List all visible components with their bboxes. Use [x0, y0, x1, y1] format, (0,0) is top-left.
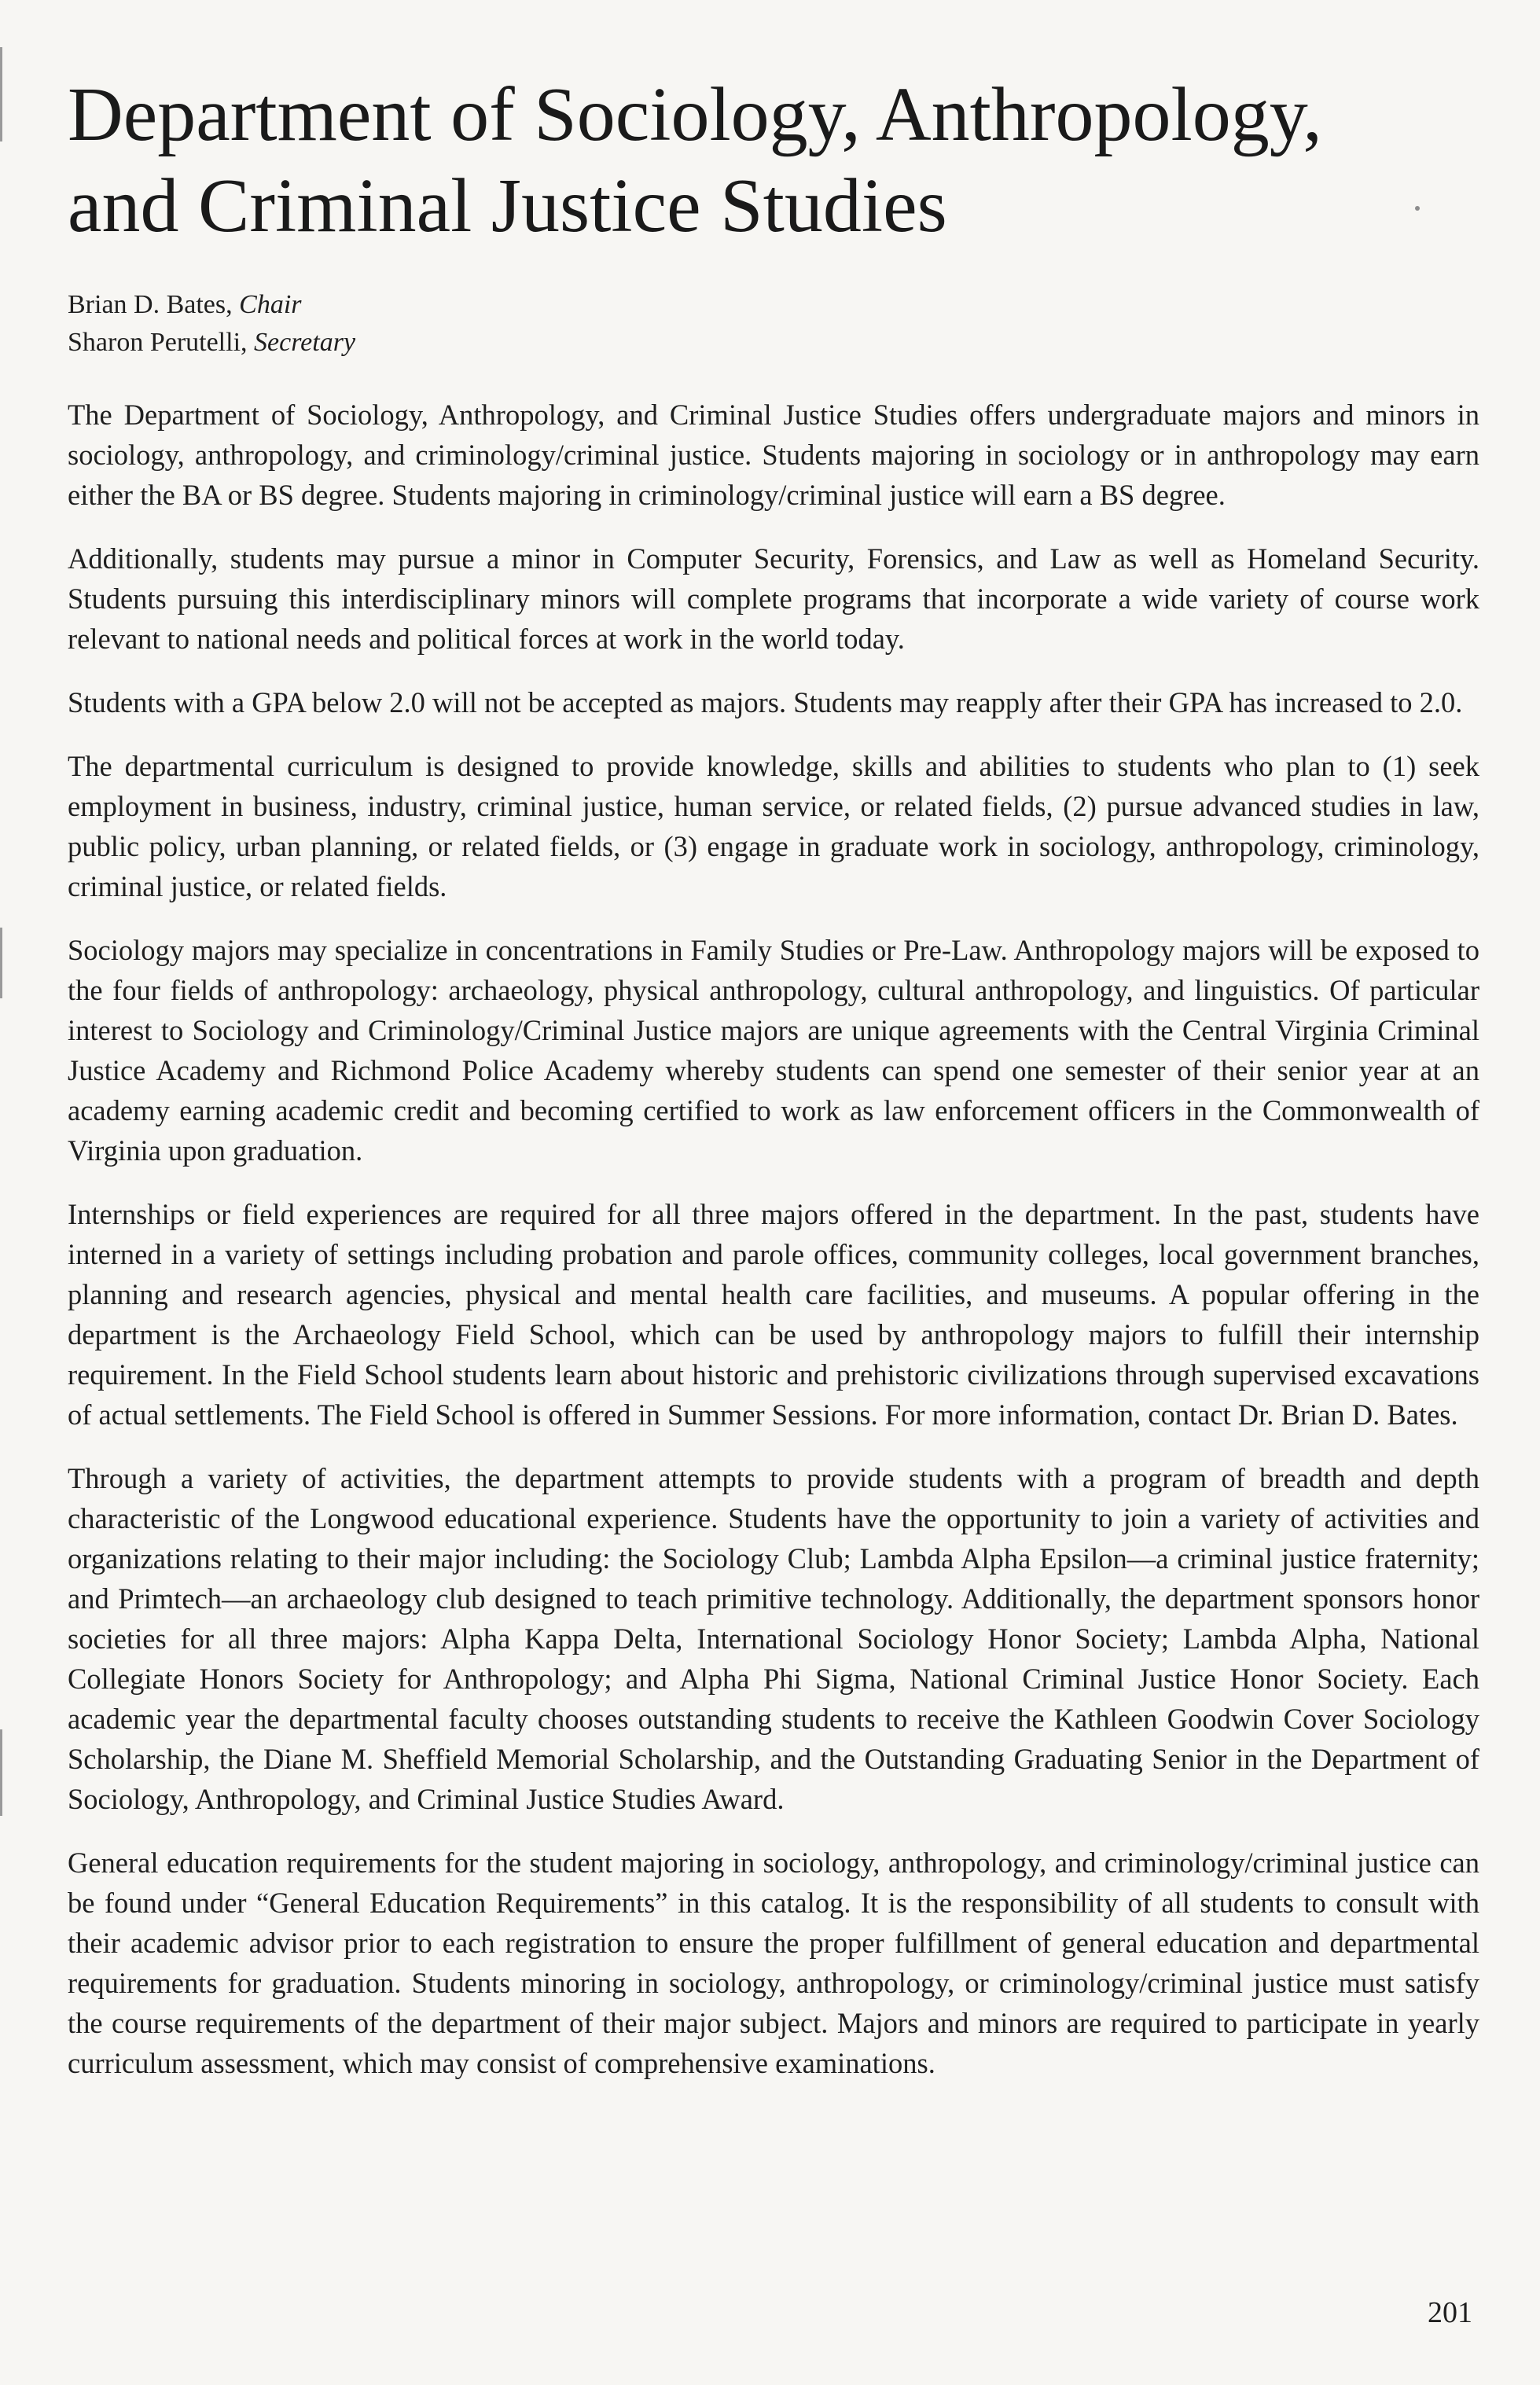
paragraph-curriculum: The departmental curriculum is designed to provide knowledge, skills and abilities to students who plan to (1) seek employment in business, industry, criminal justice, human service, or related fields, (2) pursue advanced studies in law, public policy, urban planning, or related fields, or (3) engage in graduate work in sociology, anthropology, criminology, criminal justice, or related fields. — [68, 750, 1479, 902]
staff-secretary — [68, 324, 1479, 362]
title-line-1: Department of Sociology, Anthropology, — [68, 72, 1322, 157]
paragraph-requirements: General education requirements for the student majoring in sociology, anthropology, and criminology/criminal justice can be found under “General Education Requirements” in this catalog. It is the responsibility of all students to consult with their academic advisor prior to each registration to ensure the proper fulfillment of general education and departmental requirements for graduation. Students minoring in sociology, anthropology, or criminology/criminal justice must satisfy the course requirements of the department of their major subject. Majors and minors are required to participate in yearly curriculum assessment, which may consist of comprehensive examinations. — [68, 1847, 1479, 2079]
staff-role: Secretary — [254, 328, 356, 357]
title-line-2: and Criminal Justice Studies — [68, 164, 947, 248]
scan-margin-mark — [0, 1729, 2, 1816]
scan-margin-mark — [0, 47, 2, 141]
paragraph-activities: Through a variety of activities, the department attempts to provide students with a program of breadth and depth characteristic of the Longwood educational experience. Students have the opportunity to join a variety of activities and organizations relating to their major including: the Sociology Club; Lambda Alpha Epsilon—a criminal justice fraternity; and Primtech—an archaeology club designed to teach primitive technology. Additionally, the department sponsors honor societies for all three majors: Alpha Kappa Delta, International Sociology Honor Society; Lambda Alpha, National Collegiate Honors Society for Anthropology; and Alpha Phi Sigma, National Criminal Justice Honor Society. Each academic year the departmental faculty chooses outstanding students to receive the Kathleen Goodwin Cover Sociology Scholarship, the Diane M. Sheffield Memorial Scholarship, and the Outstanding Graduating Senior in the Department of Sociology, Anthropology, and Criminal Justice Studies Award. — [68, 1462, 1479, 1815]
page-content — [68, 69, 1479, 2083]
page-number: 201 — [1428, 2296, 1472, 2329]
paragraph-internships: Internships or field experiences are required for all three majors offered in the department. In the past, students have interned in a variety of settings including probation and parole offices, community colleges, local government branches, planning and research agencies, physical and mental health care facilities, and museums. A popular offering in the department is the Archaeology Field School, which can be used by anthropology majors to fulfill their internship requirement. In the Field School students learn about historic and prehistoric civilizations through supervised excavations of actual settlements. The Field School is offered in Summer Sessions. For more information, contact Dr. Brian D. Bates. — [68, 1198, 1479, 1431]
scan-margin-mark — [0, 928, 2, 998]
staff-list — [68, 286, 1479, 362]
paragraph-overview: The Department of Sociology, Anthropology, and Criminal Justice Studies offers undergraduate majors and minors in sociology, anthropology, and criminology/criminal justice. Students majoring in sociology or in anthropology may earn either the BA or BS degree. Students majoring in criminology/criminal justice will earn a BS degree. — [68, 399, 1479, 511]
paragraph-concentrations: Sociology majors may specialize in concentrations in Family Studies or Pre-Law. Anthropology majors will be exposed to the four fields of anthropology: archaeology, physical anthropology, cultural anthropology, and linguistics. Of particular interest to Sociology and Criminology/Criminal Justice majors are unique agreements with the Central Virginia Criminal Justice Academy and Richmond Police Academy whereby students can spend one semester of their senior year at an academy earning academic credit and becoming certified to work as law enforcement officers in the Commonwealth of Virginia upon graduation. — [68, 934, 1479, 1167]
staff-role: Chair — [239, 290, 302, 319]
page-title — [68, 69, 1479, 252]
staff-name: Brian D. Bates, — [68, 290, 240, 319]
paragraph-gpa: Students with a GPA below 2.0 will not be accepted as majors. Students may reapply after their GPA has increased to 2.0. — [68, 686, 1463, 718]
staff-name: Sharon Perutelli, — [68, 328, 255, 357]
paragraph-minors: Additionally, students may pursue a minor in Computer Security, Forensics, and Law as well as Homeland Security. Students pursuing this interdisciplinary minors will complete programs that incorporate a wide variety of course work relevant to national needs and political forces at work in the world today. — [68, 542, 1479, 655]
staff-chair — [68, 286, 1479, 324]
